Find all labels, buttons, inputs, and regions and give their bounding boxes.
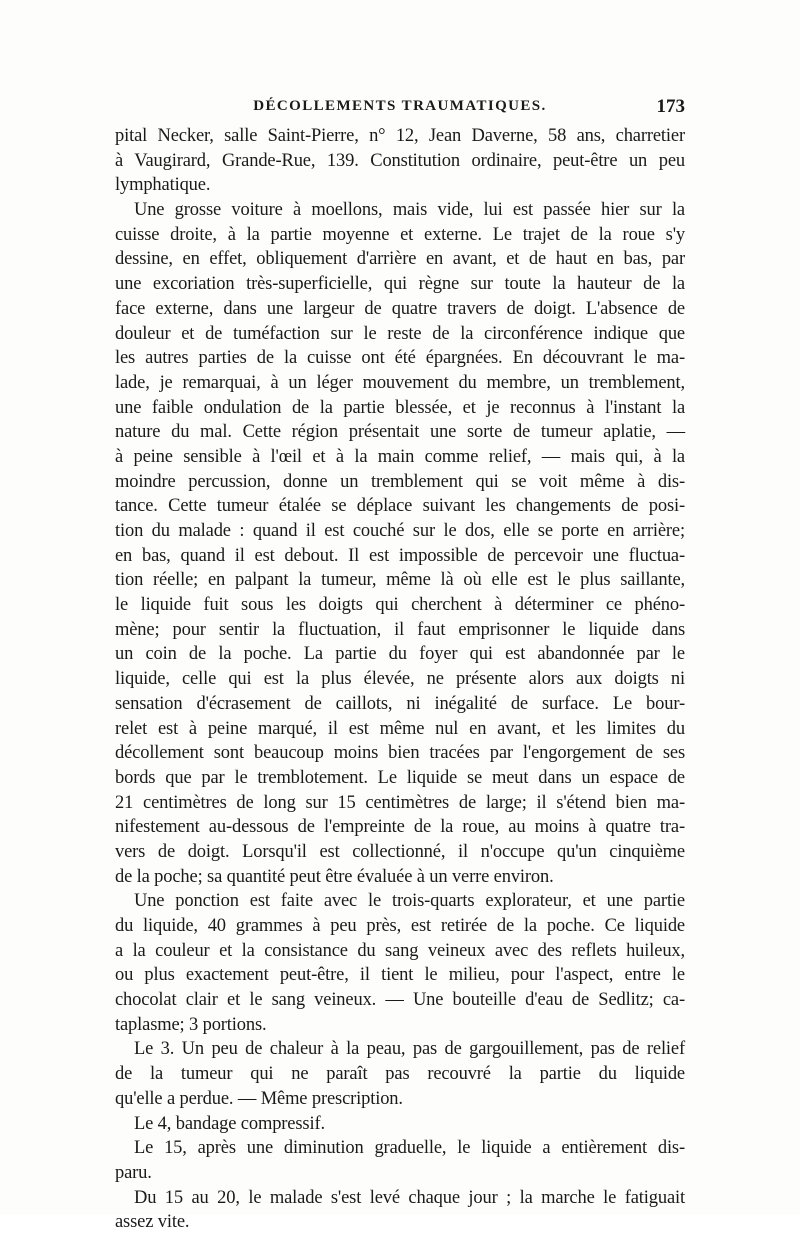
text-line: mène; pour sentir la fluctuation, il faut emprisonner le liquide dans: [115, 619, 685, 640]
text-line: douleur et de tuméfaction sur le reste de la circonférence indique que: [115, 323, 685, 344]
text-line: lade, je remarquai, à un léger mouvement du membre, un tremblement,: [115, 372, 685, 393]
text-line: en bas, quand il est debout. Il est impossible de percevoir une fluctua-: [115, 545, 685, 566]
text-line: Le 3. Un peu de chaleur à la peau, pas de gargouillement, pas de relief: [134, 1039, 685, 1060]
text-line: taplasme; 3 portions.: [115, 1014, 267, 1035]
body-text: [115, 124, 685, 1235]
text-line: pital Necker, salle Saint-Pierre, n° 12, Jean Daverne, 58 ans, charretier: [115, 126, 685, 146]
text-line: relet est à peine marqué, il est même nul en avant, et les limites du: [115, 718, 685, 739]
text-line: nifestement au-dessous de l'empreinte de la roue, au moins à quatre tra-: [115, 817, 685, 838]
text-line: de la tumeur qui ne paraît pas recouvré la partie du liquide: [115, 1064, 685, 1085]
text-line: Une ponction est faite avec le trois-quarts explorateur, et une partie: [134, 891, 685, 912]
text-line: moindre percussion, donne un tremblement qui se voit même à dis-: [115, 471, 685, 492]
text-line: les autres parties de la cuisse ont été épargnées. En découvrant le ma-: [115, 348, 685, 369]
text-line: sensation d'écrasement de caillots, ni inégalité de surface. Le bour-: [115, 693, 685, 714]
text-line: face externe, dans une largeur de quatre travers de doigt. L'absence de: [115, 298, 685, 319]
text-line: assez vite.: [115, 1212, 190, 1233]
text-line: vers de doigt. Lorsqu'il est collectionné, il n'occupe qu'un cinquième: [115, 841, 685, 862]
text-line: une excoriation très-superficielle, qui règne sur toute la hauteur de la: [115, 274, 685, 295]
text-line: Du 15 au 20, le malade s'est levé chaque jour ; la marche le fatiguait: [134, 1187, 685, 1208]
text-line: à peine sensible à l'œil et à la main comme relief, — mais qui, à la: [115, 446, 685, 467]
text-line: liquide, celle qui est la plus élevée, ne présente alors aux doigts ni: [115, 669, 685, 690]
text-line: bords que par le tremblotement. Le liquide se meut dans un espace de: [115, 767, 685, 788]
text-line: un coin de la poche. La partie du foyer qui est abandonnée par le: [115, 644, 685, 665]
text-line: tion réelle; en palpant la tumeur, même là où elle est le plus saillante,: [115, 570, 685, 591]
text-line: nature du mal. Cette région présentait une sorte de tumeur aplatie, —: [115, 422, 685, 443]
text-line: cuisse droite, à la partie moyenne et externe. Le trajet de la roue s'y: [115, 224, 685, 245]
text-line: Le 4, bandage compressif.: [134, 1113, 325, 1134]
text-line: une faible ondulation de la partie blessée, et je reconnus à l'instant la: [115, 397, 685, 418]
text-line: paru.: [115, 1162, 152, 1183]
text-line: 21 centimètres de long sur 15 centimètres de large; il s'étend bien ma-: [115, 792, 685, 813]
text-line: décollement sont beaucoup moins bien tracées par l'engorgement de ses: [115, 743, 685, 764]
text-line: chocolat clair et le sang veineux. — Une bouteille d'eau de Sedlitz; ca-: [115, 990, 685, 1011]
text-line: ou plus exactement peut-être, il tient le milieu, pour l'aspect, entre le: [115, 965, 685, 986]
text-line: qu'elle a perdue. — Même prescription.: [115, 1088, 403, 1109]
running-header: [115, 96, 685, 120]
text-line: lymphatique.: [115, 175, 211, 196]
text-line: Le 15, après une diminution graduelle, le liquide a entièrement dis-: [134, 1138, 685, 1159]
page-number: 173: [656, 96, 685, 117]
running-title: DÉCOLLEMENTS TRAUMATIQUES.: [253, 98, 547, 114]
text-line: dessine, en effet, obliquement d'arrière en avant, et de haut en bas, par: [115, 249, 685, 270]
text-line: tance. Cette tumeur étalée se déplace suivant les changements de posi-: [115, 496, 685, 517]
text-line: à Vaugirard, Grande-Rue, 139. Constitution ordinaire, peut-être un peu: [115, 150, 685, 171]
text-line: Une grosse voiture à moellons, mais vide, lui est passée hier sur la: [134, 200, 685, 221]
text-line: de la poche; sa quantité peut être évaluée à un verre environ.: [115, 866, 554, 887]
text-line: a la couleur et la consistance du sang veineux avec des reflets huileux,: [115, 940, 685, 961]
text-line: du liquide, 40 grammes à peu près, est retirée de la poche. Ce liquide: [115, 916, 685, 936]
text-line: tion du malade : quand il est couché sur le dos, elle se porte en arrière;: [115, 521, 685, 541]
text-line: le liquide fuit sous les doigts qui cherchent à déterminer ce phéno-: [115, 595, 685, 616]
